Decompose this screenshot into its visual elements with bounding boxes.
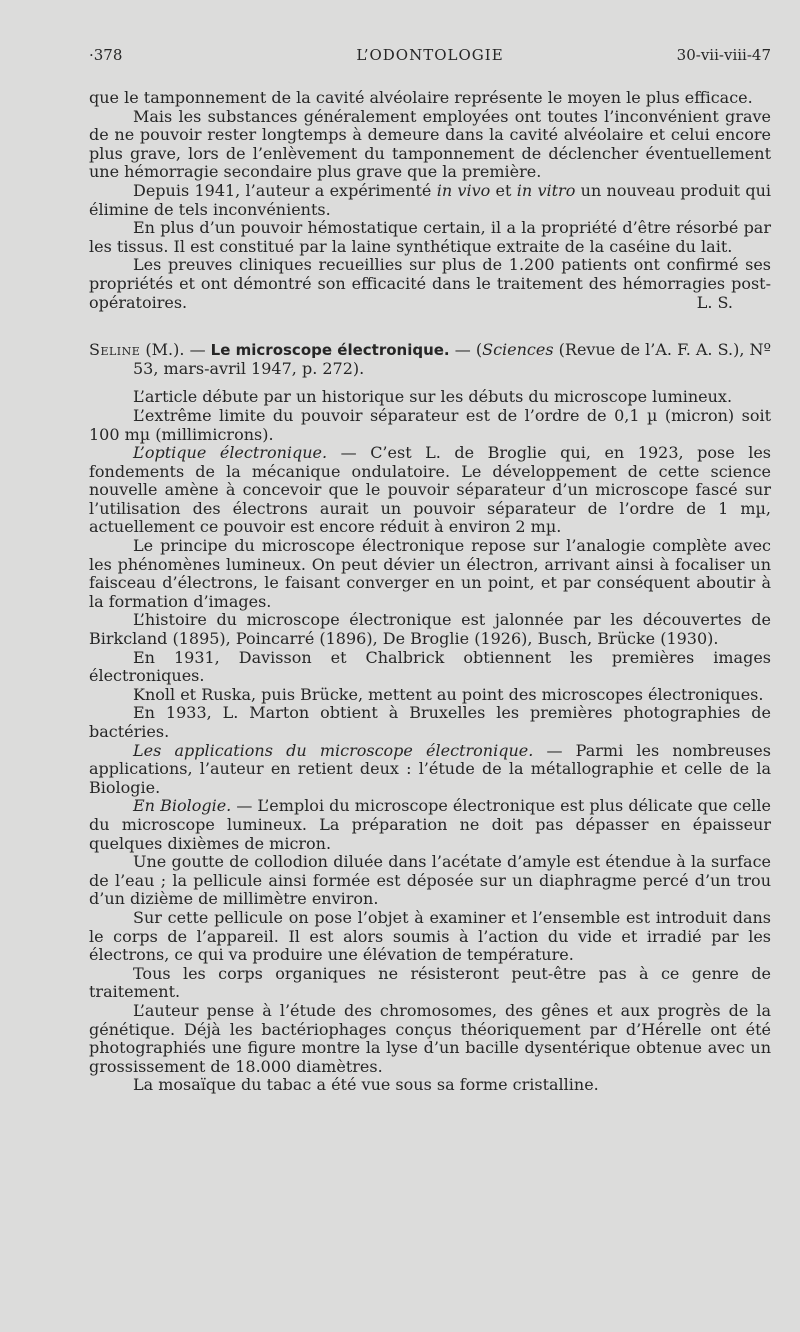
source-journal: Sciences [482, 340, 554, 360]
paragraph: L’auteur pense à l’étude des chromosomes, des gênes et aux progrès de la génétique. Déjà les bactériophages conçus théoriquement par d’Hérelle ont été photographiés une figure montre la lyse d’un bacille dysentérique obtenue avec un grossissement de 18.000 diamètres. [89, 1000, 771, 1076]
subheading: L’optique électronique. [133, 443, 328, 463]
issue-date: 30-vii-viii-47 [676, 46, 771, 64]
article-author: Seline [89, 340, 141, 360]
paragraph: Sur cette pellicule on pose l’objet à examiner et l’ensemble est introduit dans le corps de l’appareil. Il est alors soumis à l’action du vide et irradié par les électrons, ce qui va produire une élévation de température. [89, 907, 771, 965]
section-paragraph: Les applications du microscope électronique. — Parmi les nombreuses applications, l’auteur en retient deux : l’étude de la métallographie et celle de la Biologie. [89, 740, 771, 797]
subheading: Les applications du microscope électronique. [133, 740, 534, 760]
article-title: Le microscope électronique. [210, 341, 450, 360]
paragraph: En 1931, Davisson et Chalbrick obtiennent les premières images électroniques. [89, 647, 771, 686]
reviewer-signature: L. S. [696, 292, 733, 312]
paragraph: Les preuves cliniques recueillies sur plus de 1.200 patients ont confirmé ses propriétés et ont démontré son efficacité dans le traitement des hémorragies post-opératoires. L. S. [89, 255, 771, 312]
paragraph: La mosaïque du tabac a été vue sous sa forme cristalline. [133, 1075, 599, 1095]
article-citation: Seline (M.). — Le microscope électronique. — (Sciences (Revue de l’A. F. A. S.), Nº 53, mars-avril 1947, p. 272). [89, 340, 772, 378]
running-head [89, 46, 771, 70]
paragraph: Tous les corps organiques ne résisteront peut-être pas à ce genre de traitement. [89, 963, 771, 1002]
page-number: ·378 [89, 46, 123, 64]
paragraph: Knoll et Ruska, puis Brücke, mettent au point des microscopes électroniques. [133, 684, 764, 704]
paragraph: Le principe du microscope électronique repose sur l’analogie complète avec les phénomènes lumineux. On peut dévier un électron, arrivant ainsi à focaliser un faisceau d’électrons, le faisant converger en un point, et par conséquent aboutir à la formation d’images. [89, 536, 771, 611]
paragraph: Depuis 1941, l’auteur a expérimenté in vivo et in vitro un nouveau produit qui élimine de tels inconvénients. [89, 180, 771, 219]
paragraph: L’histoire du microscope électronique est jalonnée par les découvertes de Birkcland (1895), Poincarré (1896), De Broglie (1926), Busch, Brücke (1930). [89, 610, 771, 649]
paragraph: En plus d’un pouvoir hémostatique certain, il a la propriété d’être résorbé par les tissus. Il est constitué par la laine synthétique extraite de la caséine du lait. [89, 218, 771, 256]
paragraph: En 1933, L. Marton obtient à Bruxelles les premières photographies de bactéries. [89, 703, 771, 741]
section-paragraph: En Biologie. — L’emploi du microscope électronique est plus délicate que celle du microscope lumineux. La préparation ne doit pas dépasser en épaisseur quelques dixièmes de micron. [89, 796, 771, 853]
section-paragraph: L’optique électronique. — C’est L. de Broglie qui, en 1923, pose les fondements de la mécanique ondulatoire. Le développement de cette science nouvelle amène à concevoir que le pouvoir séparateur d’un microscope fascé sur l’utilisation des électrons aurait un pouvoir séparateur de l’ordre de 1 mµ, actuellement ce pouvoir est encore réduit à environ 2 mµ. [89, 443, 772, 537]
paragraph: L’extrême limite du pouvoir séparateur est de l’ordre de 0,1 µ (micron) soit 100 mµ (millimicrons). [89, 405, 771, 444]
paragraph: Mais les substances généralement employées ont toutes l’inconvénient grave de ne pouvoir rester longtemps à demeure dans la cavité alvéolaire et celui encore plus grave, lors de l’enlèvement du tamponnement de déclencher éventuellement une hémorragie secondaire plus grave que la première. [89, 106, 771, 182]
paragraph: L’article débute par un historique sur les débuts du microscope lumineux. [133, 387, 733, 407]
paragraph: Une goutte de collodion diluée dans l’acétate d’amyle est étendue à la surface de l’eau ; la pellicule ainsi formée est déposée sur un diaphragme percé d’un trou d’un dizième de millimètre environ. [89, 852, 771, 909]
journal-title: L’ODONTOLOGIE [356, 46, 504, 64]
page-body [89, 89, 771, 1095]
paragraph: que le tamponnement de la cavité alvéolaire représente le moyen le plus efficace. [89, 88, 753, 107]
subheading: En Biologie. [133, 796, 232, 816]
